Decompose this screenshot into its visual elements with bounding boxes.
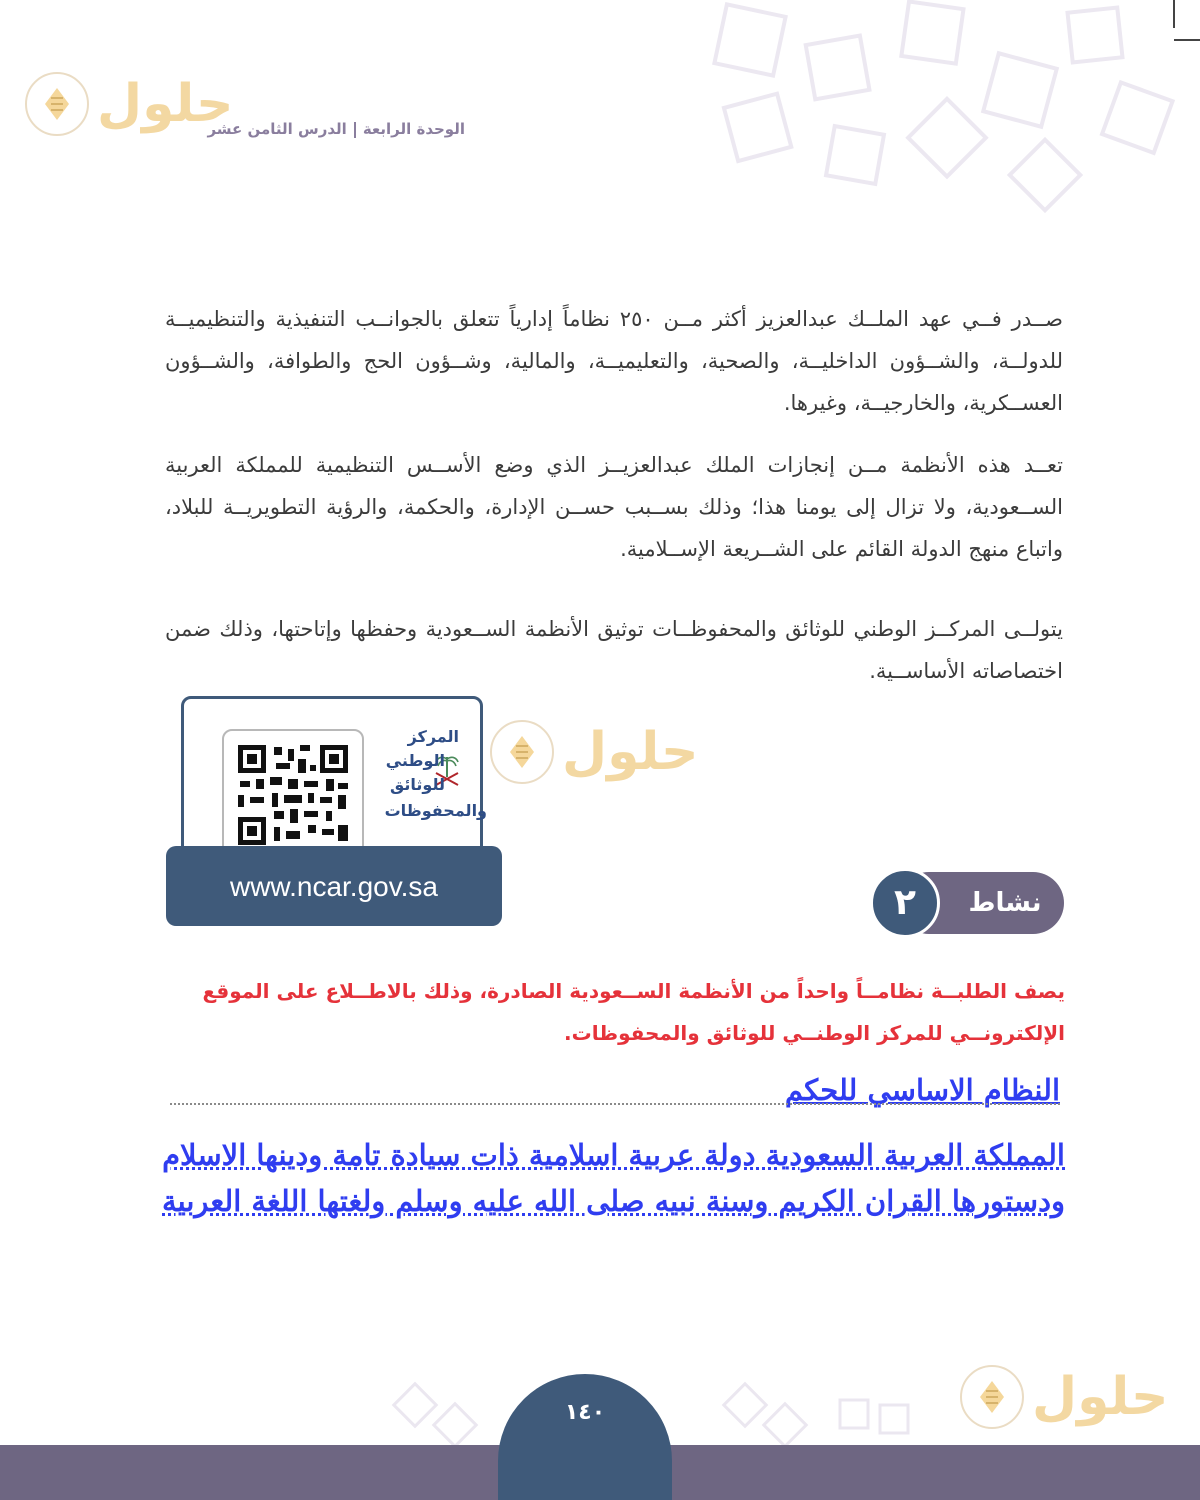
answer-title: النظام الاساسي للحكم [784,1073,1060,1107]
header-separator [354,122,356,138]
activity-instructions: يصف الطلبــة نظامــاً واحداً من الأنظمة الســعودية الصادرة، وذلك بالاطــلاع على الموقع الإلكترونــي للمركز الوطنــي للوثائق والمحفوظات. [202,979,1065,1045]
logo-line-1: المركز [407,727,459,746]
paragraph-1: صــدر فــي عهد الملــك عبدالعزيز أكثر مــن ٢٥٠ نظاماً إدارياً تتعلق بالجوانــب التنفيذية والتنظيميــة للدولــة، والشــؤون الداخليــة، والصحية، والتعليميــة، والمالية، وشــؤون الحج والطوافة، والشــؤون العســكرية، والخارجيــة، وغيرها. [165,307,1063,415]
ncar-logo [374,727,489,833]
watermark-middle [490,720,698,784]
watermark-emblem-icon [960,1365,1024,1429]
page-number-tab [498,1374,672,1500]
page-header [165,120,465,138]
activity-number: ٢ [870,868,940,938]
lesson-label: الدرس الثامن عشر [207,120,347,138]
activity-label: نشاط [968,888,1042,918]
watermark-text: حلول [97,74,234,134]
watermark-text: حلول [1032,1367,1169,1427]
watermark-emblem-icon [25,72,89,136]
watermark-text: حلول [562,722,699,782]
unit-label: الوحدة الرابعة [362,120,465,138]
qr-code-icon[interactable] [238,745,348,845]
paragraph-3: يتولــى المركــز الوطني للوثائق والمحفوظــات توثيق الأنظمة الســعودية وحفظها وإتاحتها، وذلك ضمن اختصاصاته الأساســية. [165,617,1063,683]
logo-line-2: الوطني [385,751,445,770]
qr-card [222,729,364,861]
activity-badge [870,868,1064,938]
background-pattern [690,0,1200,240]
answer-text: المملكة العربية السعودية دولة عربية اسلامية ذات سيادة تامة ودينها الاسلام ودستورها القران الكريم وسنة نبيه صلى الله عليه وسلم ولغتها اللغة العربية [162,1138,1065,1218]
answer-dotted-line [170,1103,1060,1105]
ncar-badge[interactable] [166,696,502,928]
ncar-url-link[interactable]: www.ncar.gov.sa [166,846,502,926]
page-number: ١٤٠ [564,1400,606,1425]
logo-line-3: للوثائق [389,775,445,794]
logo-line-4: والمحفوظات [384,801,487,820]
paragraph-2: تعــد هذه الأنظمة مــن إنجازات الملك عبدالعزيــز الذي وضع الأســس التنظيمية للمملكة العربية الســعودية، ولا تزال إلى يومنا هذا؛ وذلك بســبب حســن الإدارة، والحكمة، والرؤية التطويريــة للبلاد، واتباع منهج الدولة القائم على الشــريعة الإســلامية. [165,453,1063,561]
watermark-bottom [960,1365,1168,1429]
